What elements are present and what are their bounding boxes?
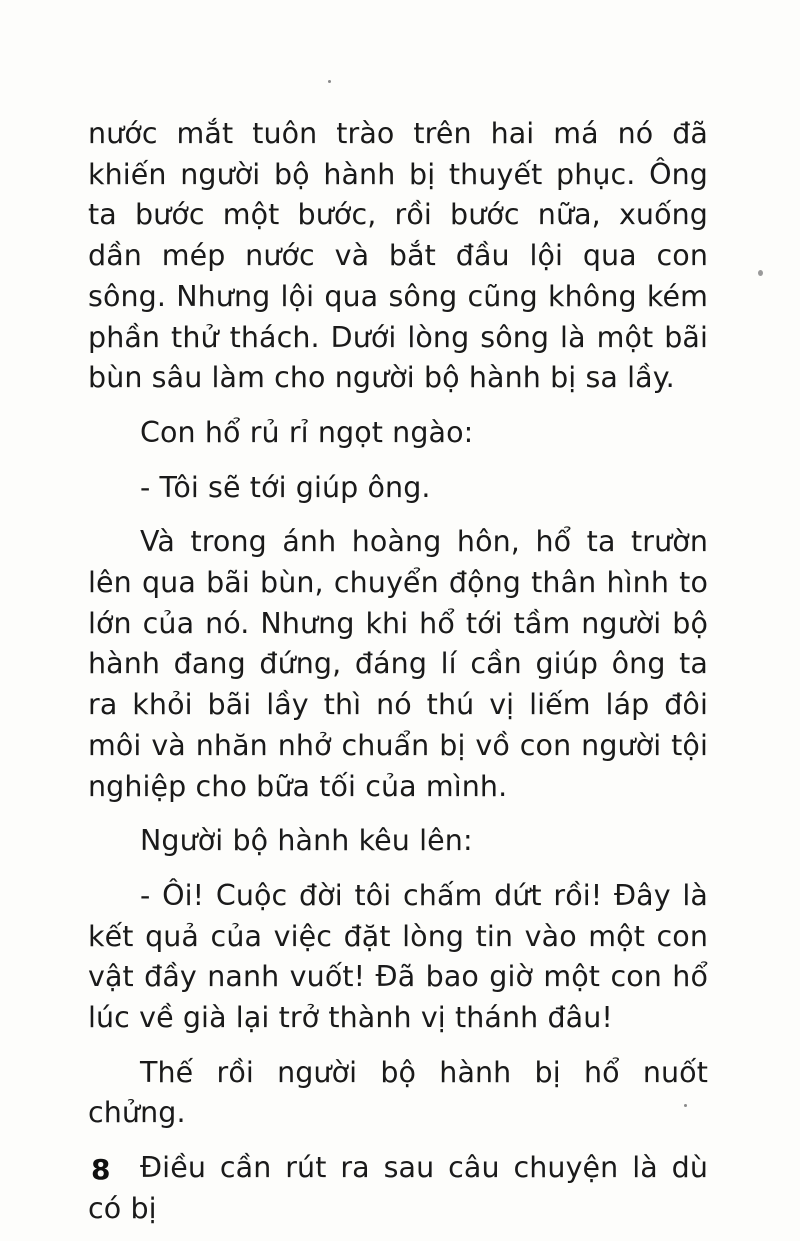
body-text bbox=[88, 114, 708, 1230]
paragraph-traveler-cries: Người bộ hành kêu lên: bbox=[140, 824, 473, 858]
paragraph-continuation: nước mắt tuôn trào trên hai má nó đã khiến người bộ hành bị thuyết phục. Ông ta bước một bước, rồi bước nữa, xuống dần mép nước và bắt đầu lội qua con sông. Nhưng lội qua sông cũng không kém phần thử thách. Dưới lòng sông là một bãi bùn sâu làm cho người bộ hành bị sa lầy. bbox=[88, 117, 708, 395]
dialogue-traveler-lament: - Ôi! Cuộc đời tôi chấm dứt rồi! Đây là kết quả của việc đặt lòng tin vào một con vật đầy nanh vuốt! Đã bao giờ một con hổ lúc về già lại trở thành vị thánh đâu! bbox=[88, 878, 708, 1035]
paragraph-moral: Điều cần rút ra sau câu chuyện là dù có bị bbox=[88, 1151, 708, 1225]
paragraph-tiger-speaks: Con hổ rủ rỉ ngọt ngào: bbox=[140, 415, 474, 449]
page-number: 8 bbox=[91, 1153, 111, 1186]
scan-speck bbox=[328, 80, 331, 83]
paragraph-sunset: Và trong ánh hoàng hôn, hổ ta trườn lên qua bãi bùn, chuyển động thân hình to lớn của nó. Nhưng khi hổ tới tầm người bộ hành đang đứng, đáng lí cần giúp ông ta ra khỏi bãi lầy thì nó thú vị liếm láp đôi môi và nhăn nhở chuẩn bị vồ con người tội nghiệp cho bữa tối của mình. bbox=[88, 525, 708, 803]
paragraph-swallowed: Thế rồi người bộ hành bị hổ nuốt chửng. bbox=[88, 1055, 708, 1130]
scan-speck bbox=[684, 1104, 687, 1107]
dialogue-tiger-offer: - Tôi sẽ tới giúp ông. bbox=[140, 470, 431, 504]
scan-speck bbox=[758, 270, 763, 276]
